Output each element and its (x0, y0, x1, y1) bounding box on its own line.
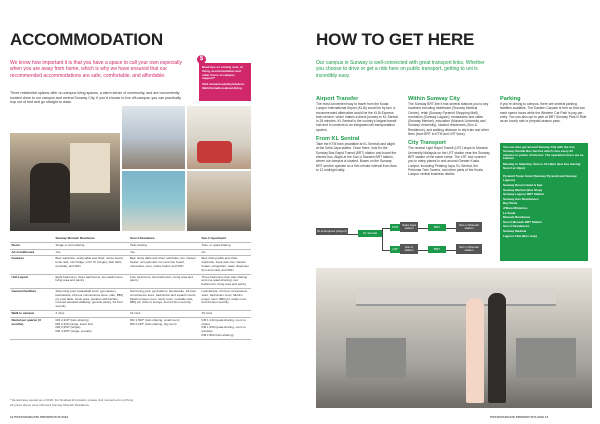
photo-residence-lobby (187, 106, 251, 169)
row-label: Air-Conditioned (10, 249, 54, 256)
table-cell: RM 1,140 (quad-sharing, room to share) RM 1,350 (quad-sharing, room to window) RM 1,800 (twin-sharing) (200, 317, 251, 339)
shuttle-stop: d’Mara Ministries (503, 205, 528, 210)
shuttle-stop: Sunway Mentari (Bus Stop) (503, 187, 542, 192)
table-cell: Twin- or quad-sharing (200, 242, 251, 249)
shuttle-stop: Sun-U Residences (503, 224, 530, 229)
transport-intro: Our campus in Sunway is well-connected with great transport links. Whether you choose to drive or get a ride here on public transport, getting to uni is incredibly easy. (316, 60, 485, 79)
within-sunway-body: The Sunway BRT line it has several stations you to key locations including healthcare (Sunway Medical Centre), retail (Sunway Pyramid Shopping Mall), recreation (Sunway Lagoon), restaurants and cafes (Sunway Mentari), education (Monash University and Sunway University), student residences (Sun-U Residence), and walking distance to city train and other lines (from BRT to KTM and LRT lines). (408, 102, 489, 137)
photo-residence-building (122, 106, 185, 169)
shuttle-intro: You can also get around Sunway City with the free Sunway Shuttle Bus Service which runs every 30 minutes to points of interest. The operation hours are as follows: (503, 145, 584, 161)
within-sunway-section (408, 96, 490, 176)
photo-student-room (10, 133, 120, 231)
row-label: Unit Layout (10, 274, 54, 288)
table-cell: Swimming pool, gymnasium, launderette, 24-hour convenience store, badminton and squash courts, Muslim prayer room, study room, poolside cafe, BBQ pit, visitor’s lounge, and 24-hour security (129, 288, 201, 310)
shuttle-bus-box (500, 143, 588, 261)
parking-body: If you’re driving to campus, there are several parking facilities available. The Eastern Carpark is free so that can each spend hours while the Western Car Park is pay-per-entry. You can also opt to park at BRT Sunway Park N Ride as an hourly rate or prepaid season pass. (500, 102, 587, 124)
node-sun-u-monash-2: Sun-U Monash station (456, 244, 482, 254)
table-row (10, 249, 251, 256)
table-row (10, 288, 251, 310)
table-row (10, 256, 251, 274)
table-cell: Single or twin-sharing (54, 242, 129, 249)
page-footer-right: POSTGRADUATE PROSPECTUS 2019 13 (490, 415, 549, 419)
table-cell: RM 1,500* (twin-sharing, small room) RM 2,160* (twin-sharing, big room) (129, 317, 201, 339)
node-sun-u-monash-1: Sun-U Monash station (456, 222, 482, 232)
within-sunway-title: Within Sunway City (408, 96, 460, 102)
living-cost-callout (199, 63, 251, 101)
parking-section (500, 96, 588, 123)
photo-swimming-pool (122, 171, 185, 231)
table-cell: Swimming pool, basketball court, gymnasium, launderette, 24-hour convenience store, cafe, BBQ pit, pool table, study area, pantries with kitchen, covered elevated walkway, general pantry, 24-hour security (54, 288, 129, 310)
table-row (10, 242, 251, 249)
node-brt-2: BRT (428, 246, 446, 253)
shuttle-stop: Bay Rezia (503, 201, 518, 206)
dollar-icon: $ (197, 55, 206, 64)
table-cell: Four bedrooms, two bathrooms, living area and pantry (129, 274, 201, 288)
photo-brt-station (316, 268, 592, 408)
table-row (10, 317, 251, 339)
shuttle-stop: Sunway Resort Hotel & Spa (503, 182, 543, 187)
node-kl-sentral: KL Sentral (358, 230, 382, 237)
kl-sentral-body: Take the KTM train (available at KL Sentral) and alight at the Setia Jaya station. Once there, look for the Sunway Bus Rapid Transit (BRT) station and board the electric bus. Alight at the Sun-U Monash BRT station, where our campus is located. Buses on the Sunway BRT service operate on a five-minute interval from 6am to 12 midnight daily. (316, 142, 397, 172)
shuttle-stop: Sunway Geo Residences (503, 196, 539, 201)
page-title-accommodation: ACCOMMODATION (10, 30, 163, 49)
route-diagram (316, 218, 496, 266)
table-cell: Twin-sharing (129, 242, 201, 249)
shuttle-stop: Sunway Medical (503, 228, 527, 233)
airport-transfer-title: Airport Transfer (316, 96, 359, 102)
row-label: Features (10, 256, 54, 274)
parking-title: Parking (500, 96, 521, 102)
node-sun-u-station: Sun-U station (400, 244, 418, 254)
table-header: Sunway Monash Residence (54, 236, 129, 242)
shuttle-stop: Sunway Lagoon BRT Station (503, 192, 544, 197)
node-ktm: KTM (391, 224, 399, 229)
airport-transfer-body: The most convenient way to travel from the Kuala Lumpur International Airport (KLIA) would be by taxi. A recommended alternative would be the KLIA Express train service, which makes a direct journey to KL Sentral in 28 minutes. KL Sentral is the country’s largest transit hub and it connects to an integrated rail transportation system. (316, 102, 398, 132)
accommodation-table (10, 236, 251, 340)
row-label: Walk to campus (10, 310, 54, 317)
node-klia: KLIA Express (Airport) (317, 228, 347, 233)
table-cell: Launderette, 24-hour convenience store, badminton court, Muslim prayer room, BBQ pit, study room, and 24-hour security (200, 288, 251, 310)
node-setia-jaya: Setia Jaya station (401, 222, 416, 230)
photo-study-area (187, 171, 251, 231)
footnote-rates: * Rental rates quoted as of 2018. For finalised information, please visit monash.edu.my/living (10, 398, 134, 402)
shuttle-stop: Monash Residence (503, 215, 531, 220)
node-brt-1: BRT (428, 224, 446, 231)
shuttle-stop: Sun-U Monash BRT Station (503, 219, 542, 224)
table-cell: 15 mins (200, 310, 251, 317)
table-header: Sun-U Apartment (200, 236, 251, 242)
table-cell: 2 mins (54, 310, 129, 317)
table-row (10, 310, 251, 317)
table-row (10, 274, 251, 288)
page-footer-left: 12 POSTGRADUATE PROSPECTUS 2019 (10, 415, 69, 419)
row-label: General Facilities (10, 288, 54, 310)
airport-transfer-section (316, 96, 398, 172)
accommodation-body: Three residential options offer on-campus living spaces, a warm sense of community, and are conveniently located close to our campus and central Sunway City. If you’d choose to live off-campus, you can practically hop out of bed and go straight to class. (10, 91, 182, 105)
page-title-how-to-get-here: HOW TO GET HERE (316, 30, 475, 49)
callout-text: Need tips on a living cost, of living, accommodation and other forms of campus support? (202, 65, 243, 81)
footnote-prices: All prices above were informed Sunway Monash Residence (10, 403, 90, 407)
city-transport-title: City Transport (408, 140, 446, 147)
table-cell: Bed, dining table and chair, wardrobe, book rack, fan, shower heater, refrigerator, water dispenser (hot and cold), and WiFi (200, 256, 251, 274)
table-cell: Bed, wardrobe, study table and chair, notice board, book rack, mini fridge, LCD TV (single), dish table (outside), and WiFi (54, 256, 129, 274)
city-transport-body: The newest Light Rapid Transit (LRT) stops to Monash University Malaysia on the LRT station near the Sunway BRT station of the same name. The LRT and connect you to many places in and around Greater Kuala Lumpur, including Petaling Jaya, KL Sentral, the Petronas Twin Towers, and other parts of the Kuala Lumpur central business district. (408, 146, 490, 177)
shuttle-hours: Monday to Saturday: 9am to 10.10pm (last bus leaving Sun-U at 10pm) (503, 162, 581, 170)
callout-link: Visit monash.edu/my/student-life/information-about-living (202, 82, 245, 90)
row-label: Room (10, 242, 54, 249)
shuttle-stop: Pyramid Tower Hotel (Sunway Pyramid and Sunway Lagoon) (503, 173, 577, 183)
kl-sentral-title: From KL Sentral (316, 136, 360, 143)
table-header: Sun-U Residence (129, 236, 201, 242)
table-cell: 15 mins (129, 310, 201, 317)
table-cell: RM 2,340* (twin-sharing) RM 2,340 (single, lower tier) RM 3,450* (single) RM 4,350* (single, ensuite) (54, 317, 129, 339)
table-cell: Eight bedrooms, three bathrooms, two washrooms, living area and pantry (54, 274, 129, 288)
shuttle-stop: Lagoon Club (Bus stop) (503, 233, 537, 238)
table-cell: Yes (54, 249, 129, 256)
node-lrt: LRT (390, 246, 400, 253)
table-cell: No (200, 249, 251, 256)
table-cell: Yes (129, 249, 201, 256)
shuttle-stop: Le Soala (503, 210, 516, 215)
table-cell: Three bedrooms (two twin-sharing and one quad-sharing), two bathrooms, living area and pantry (200, 274, 251, 288)
accommodation-intro: We know how important it is that you have a space to call your own especially when you are away from home, which is why we have ensured that our recommended accommodations are safe, comfortable, and affordable. (10, 60, 182, 79)
row-label: Rental per quarter (3 months) (10, 317, 54, 339)
table-cell: Bed, study table and chair, wardrobe, fan, shower heater, ref (optional), iron and iron board, microwave oven, notice board, and WiFi (129, 256, 201, 274)
